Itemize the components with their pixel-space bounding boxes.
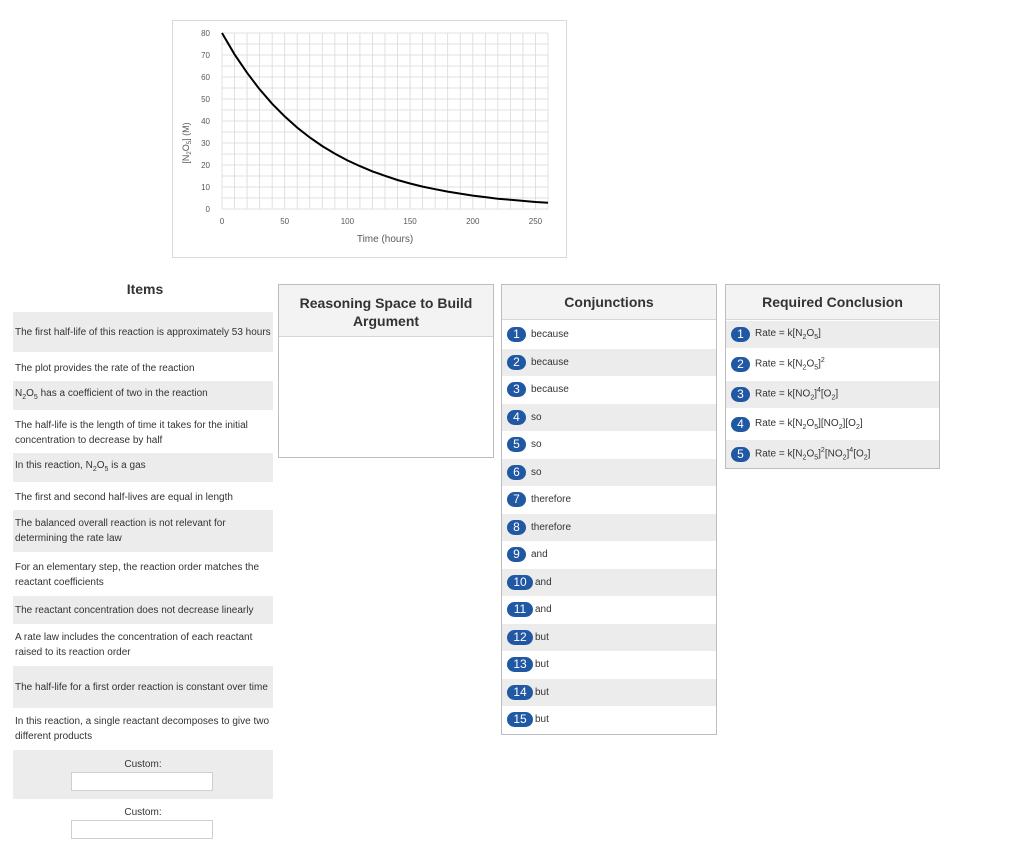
option-number-badge: 2 xyxy=(507,355,526,370)
item-card[interactable] xyxy=(13,510,273,552)
conjunction-option[interactable] xyxy=(502,404,716,431)
x-tick-label: 0 xyxy=(219,217,225,226)
y-tick-label: 70 xyxy=(201,51,210,60)
conjunction-label: so xyxy=(531,467,542,478)
conclusion-text: Rate = $k[N_2O_5]^2[NO_2]^4[O_2]$ xyxy=(755,446,871,462)
conjunction-label: so xyxy=(531,439,542,450)
option-number-badge: 10 xyxy=(507,575,533,590)
y-tick-label: 10 xyxy=(201,183,210,192)
option-number-badge: 5 xyxy=(731,447,750,462)
chart-svg xyxy=(173,21,568,259)
item-text: The first and second half-lives are equal in length xyxy=(15,491,233,503)
conjunction-label: and xyxy=(531,549,548,560)
option-number-badge: 7 xyxy=(507,492,526,507)
item-card[interactable] xyxy=(13,381,273,410)
conclusion-text: Rate = $k[N_2O_5]^2$ xyxy=(755,357,825,372)
conclusion-text: Rate = $k[N_2O_5][NO_2][O_2]$ xyxy=(755,418,863,431)
y-tick-label: 50 xyxy=(201,95,210,104)
conjunction-option[interactable] xyxy=(502,624,716,651)
custom-label: Custom: xyxy=(124,759,162,770)
item-text: $N_2O_5$ has a coefficient of two in the reaction xyxy=(15,388,208,401)
item-card[interactable] xyxy=(13,312,273,352)
option-number-badge: 6 xyxy=(507,465,526,480)
conjunction-label: therefore xyxy=(531,494,572,505)
conjunction-option[interactable] xyxy=(502,431,716,458)
item-card[interactable] xyxy=(13,666,273,708)
item-card[interactable] xyxy=(13,625,273,665)
custom-input-1[interactable] xyxy=(71,772,213,791)
conjunctions-panel xyxy=(501,284,717,735)
conjunction-option[interactable] xyxy=(502,706,716,733)
conjunction-option[interactable] xyxy=(502,596,716,623)
conjunction-option[interactable] xyxy=(502,349,716,376)
conjunction-label: but xyxy=(535,714,549,725)
reasoning-space-title: Reasoning Space to Build Argument xyxy=(279,285,493,337)
item-text: In this reaction, a single reactant decomposes to give two different products xyxy=(15,716,270,742)
conclusion-text: Rate = $k[NO_2]^4[O_2]$ xyxy=(755,387,839,402)
option-number-badge: 1 xyxy=(731,327,750,342)
items-title: Items xyxy=(126,281,164,297)
option-number-badge: 4 xyxy=(507,410,526,425)
conjunction-option[interactable] xyxy=(502,541,716,568)
item-text: In this reaction, $N_2O_5$ is a gas xyxy=(15,460,146,473)
option-number-badge: 2 xyxy=(731,357,750,372)
x-tick-label: 100 xyxy=(340,217,355,226)
x-tick-label: 200 xyxy=(466,217,480,226)
conclusion-text: Rate = $k[N_2O_5]$ xyxy=(755,328,821,341)
conjunction-option[interactable] xyxy=(502,486,716,513)
conjunction-option[interactable] xyxy=(502,651,716,678)
conjunction-option[interactable] xyxy=(502,376,716,403)
item-text: The half-life for a first order reaction is constant over time xyxy=(15,681,268,693)
option-number-badge: 3 xyxy=(731,387,750,402)
conjunction-label: and xyxy=(535,604,552,615)
conjunction-label: so xyxy=(531,412,542,423)
conjunction-label: therefore xyxy=(531,522,572,533)
required-conclusion-title: Required Conclusion xyxy=(726,285,939,320)
conjunction-option[interactable] xyxy=(502,514,716,541)
item-text: The balanced overall reaction is not relevant for determining the rate law xyxy=(15,518,226,544)
y-tick-label: 0 xyxy=(205,205,210,214)
conjunction-label: because xyxy=(531,329,569,340)
y-tick-label: 60 xyxy=(201,73,210,82)
option-number-badge: 3 xyxy=(507,382,526,397)
conjunction-option[interactable] xyxy=(502,459,716,486)
x-tick-label: 150 xyxy=(403,217,417,226)
item-text: A rate law includes the concentration of each reactant raised to its reaction order xyxy=(15,632,253,658)
item-card[interactable] xyxy=(13,414,273,452)
option-number-badge: 14 xyxy=(507,685,533,700)
item-card[interactable] xyxy=(13,709,273,749)
x-tick-label: 250 xyxy=(528,217,543,226)
y-tick-label: 40 xyxy=(201,117,210,126)
custom-item-2 xyxy=(13,798,273,847)
reasoning-space-panel[interactable] xyxy=(278,284,494,458)
conjunction-option[interactable] xyxy=(502,569,716,596)
conjunctions-title: Conjunctions xyxy=(502,285,716,320)
item-text: The half-life is the length of time it takes for the initial concentration to decrease by half xyxy=(15,420,248,446)
x-axis-label: Time (hours) xyxy=(356,234,414,245)
option-number-badge: 5 xyxy=(507,437,526,452)
custom-input-2[interactable] xyxy=(71,820,213,839)
item-text: The reactant concentration does not decrease linearly xyxy=(15,604,254,616)
option-number-badge: 15 xyxy=(507,712,533,727)
x-tick-label: 50 xyxy=(280,217,290,226)
item-text: The first half-life of this reaction is approximately 53 hours xyxy=(15,326,271,338)
item-card[interactable] xyxy=(13,486,273,508)
option-number-badge: 11 xyxy=(507,602,533,617)
option-number-badge: 8 xyxy=(507,520,526,535)
conjunction-label: but xyxy=(535,632,549,643)
item-card[interactable] xyxy=(13,596,273,624)
conjunction-label: but xyxy=(535,659,549,670)
item-card[interactable] xyxy=(13,554,273,596)
custom-item-1 xyxy=(13,750,273,799)
y-tick-label: 80 xyxy=(201,29,210,38)
conjunction-option[interactable] xyxy=(502,321,716,348)
conjunction-label: because xyxy=(531,357,569,368)
conclusion-option[interactable] xyxy=(726,440,939,468)
conjunction-label: because xyxy=(531,384,569,395)
item-text: For an elementary step, the reaction order matches the reactant coefficients xyxy=(15,562,260,588)
custom-label: Custom: xyxy=(124,807,162,818)
conclusion-option[interactable] xyxy=(726,351,939,378)
conclusion-option[interactable] xyxy=(726,411,939,438)
item-card[interactable] xyxy=(13,358,273,378)
y-tick-label: 20 xyxy=(201,161,210,170)
option-number-badge: 13 xyxy=(507,657,533,672)
y-tick-label: 30 xyxy=(201,139,210,148)
item-text: The plot provides the rate of the reaction xyxy=(15,362,195,374)
option-number-badge: 1 xyxy=(507,327,526,342)
conclusion-option[interactable] xyxy=(726,381,939,408)
conjunction-label: and xyxy=(535,577,552,588)
option-number-badge: 4 xyxy=(731,417,750,432)
conclusion-option[interactable] xyxy=(726,321,939,348)
y-axis-label: $[N_2O_5]$ (M) xyxy=(181,122,193,164)
option-number-badge: 12 xyxy=(507,630,533,645)
item-card[interactable] xyxy=(13,453,273,482)
conjunction-option[interactable] xyxy=(502,679,716,706)
required-conclusion-panel xyxy=(725,284,940,469)
conjunction-label: but xyxy=(535,687,549,698)
option-number-badge: 9 xyxy=(507,547,526,562)
concentration-time-chart xyxy=(172,20,567,258)
